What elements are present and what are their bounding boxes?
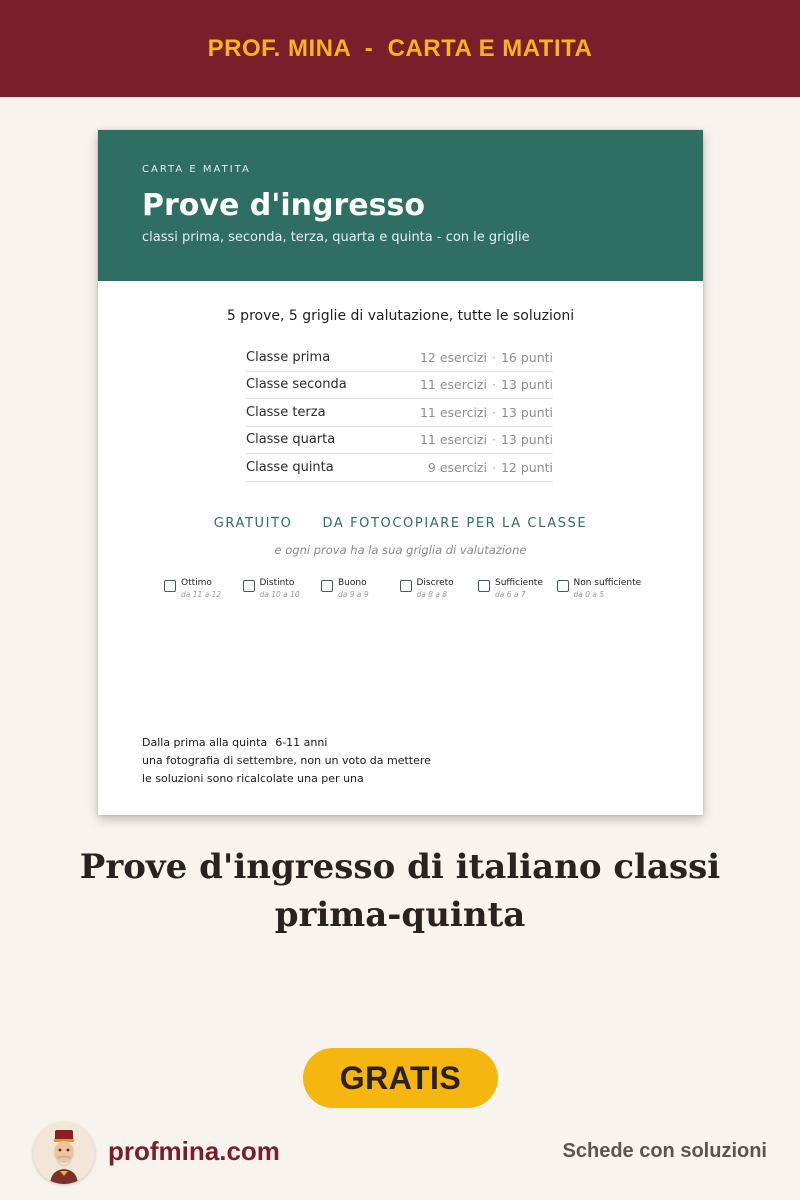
grade-item bbox=[321, 578, 400, 599]
professor-avatar-icon bbox=[33, 1122, 95, 1184]
checkbox-icon bbox=[164, 580, 176, 592]
class-meta bbox=[420, 432, 553, 447]
tag-photocopy: DA FOTOCOPIARE PER LA CLASSE bbox=[322, 516, 588, 531]
separator-dot: · bbox=[491, 377, 496, 393]
gratis-button[interactable]: GRATIS bbox=[303, 1048, 498, 1108]
grade-label: Sufficiente bbox=[495, 578, 543, 588]
checkbox-icon bbox=[557, 580, 569, 592]
tags-row bbox=[98, 516, 703, 531]
grade-item bbox=[164, 578, 243, 599]
class-row bbox=[246, 454, 553, 482]
card-footer bbox=[142, 734, 431, 788]
tag-free: GRATUITO bbox=[213, 516, 293, 531]
grade-range: da 6 a 7 bbox=[495, 590, 526, 599]
footer-tagline: Schede con soluzioni bbox=[562, 1140, 767, 1162]
grades-legend bbox=[164, 578, 642, 599]
card-subtitle: classi prima, seconda, terza, quarta e quinta - con le griglie bbox=[142, 230, 530, 245]
class-name: Classe quarta bbox=[246, 432, 336, 448]
grade-item bbox=[243, 578, 322, 599]
avatar-illustration bbox=[33, 1122, 95, 1184]
class-meta bbox=[420, 350, 553, 365]
grade-range: da 0 a 5 bbox=[573, 590, 605, 599]
grade-label: Ottimo bbox=[181, 578, 212, 588]
class-row bbox=[246, 399, 553, 427]
class-points: 16 punti bbox=[500, 349, 553, 365]
checkbox-icon bbox=[400, 580, 412, 592]
card-kicker: CARTA E MATITA bbox=[142, 164, 251, 175]
class-exercises: 9 esercizi bbox=[427, 459, 487, 475]
class-list bbox=[246, 344, 553, 482]
card-title: Prove d'ingresso bbox=[142, 188, 425, 223]
grade-range: da 9 a 9 bbox=[338, 590, 369, 599]
site-link[interactable]: profmina.com bbox=[108, 1136, 280, 1166]
grade-item bbox=[478, 578, 557, 599]
grade-label: Non sufficiente bbox=[573, 578, 642, 588]
class-exercises: 11 esercizi bbox=[419, 432, 487, 448]
class-meta bbox=[420, 377, 553, 392]
banner-title: PROF. MINA - CARTA E MATITA bbox=[207, 34, 593, 62]
class-row bbox=[246, 427, 553, 455]
checkbox-icon bbox=[321, 580, 333, 592]
footer-line-3: le soluzioni sono ricalcolate una per una bbox=[142, 772, 364, 785]
grade-range: da 10 a 10 bbox=[259, 590, 300, 599]
separator-dot: · bbox=[491, 432, 496, 448]
tagline: e ogni prova ha la sua griglia di valutazione bbox=[274, 543, 527, 557]
grade-item bbox=[400, 578, 479, 599]
class-name: Classe terza bbox=[246, 404, 326, 420]
class-points: 12 punti bbox=[500, 459, 553, 475]
class-points: 13 punti bbox=[500, 377, 553, 393]
class-row bbox=[246, 344, 553, 372]
class-points: 13 punti bbox=[500, 404, 553, 420]
class-exercises: 11 esercizi bbox=[419, 377, 487, 393]
top-banner bbox=[0, 0, 800, 97]
class-name: Classe seconda bbox=[246, 377, 347, 393]
checkbox-icon bbox=[243, 580, 255, 592]
class-points: 13 punti bbox=[500, 432, 553, 448]
class-name: Classe prima bbox=[246, 349, 331, 365]
class-exercises: 11 esercizi bbox=[419, 404, 487, 420]
worksheet-preview-card bbox=[98, 130, 703, 815]
class-meta bbox=[420, 405, 553, 420]
separator-dot: · bbox=[491, 349, 496, 365]
footer-line-2: una fotografia di settembre, non un voto da mettere bbox=[142, 754, 431, 767]
grade-label: Distinto bbox=[259, 578, 295, 588]
class-row bbox=[246, 372, 553, 400]
class-meta bbox=[428, 460, 553, 475]
grade-item bbox=[557, 578, 642, 599]
grade-range: da 11 a 12 bbox=[181, 590, 222, 599]
footer-line-1 bbox=[142, 734, 431, 752]
age-range: 6-11 anni bbox=[275, 736, 328, 749]
grade-label: Buono bbox=[338, 578, 367, 588]
separator-dot: · bbox=[491, 459, 496, 475]
grade-label: Discreto bbox=[416, 578, 454, 588]
age-range-label: Dalla prima alla quinta bbox=[142, 736, 268, 749]
page-title: Prove d'ingresso di italiano classi prima-quinta bbox=[79, 847, 721, 935]
card-header bbox=[98, 130, 703, 281]
grade-range: da 8 a 8 bbox=[416, 590, 448, 599]
class-name: Classe quinta bbox=[246, 459, 334, 475]
card-summary: 5 prove, 5 griglie di valutazione, tutte le soluzioni bbox=[226, 308, 575, 324]
separator-dot: · bbox=[491, 404, 496, 420]
class-exercises: 12 esercizi bbox=[419, 349, 487, 365]
checkbox-icon bbox=[478, 580, 490, 592]
